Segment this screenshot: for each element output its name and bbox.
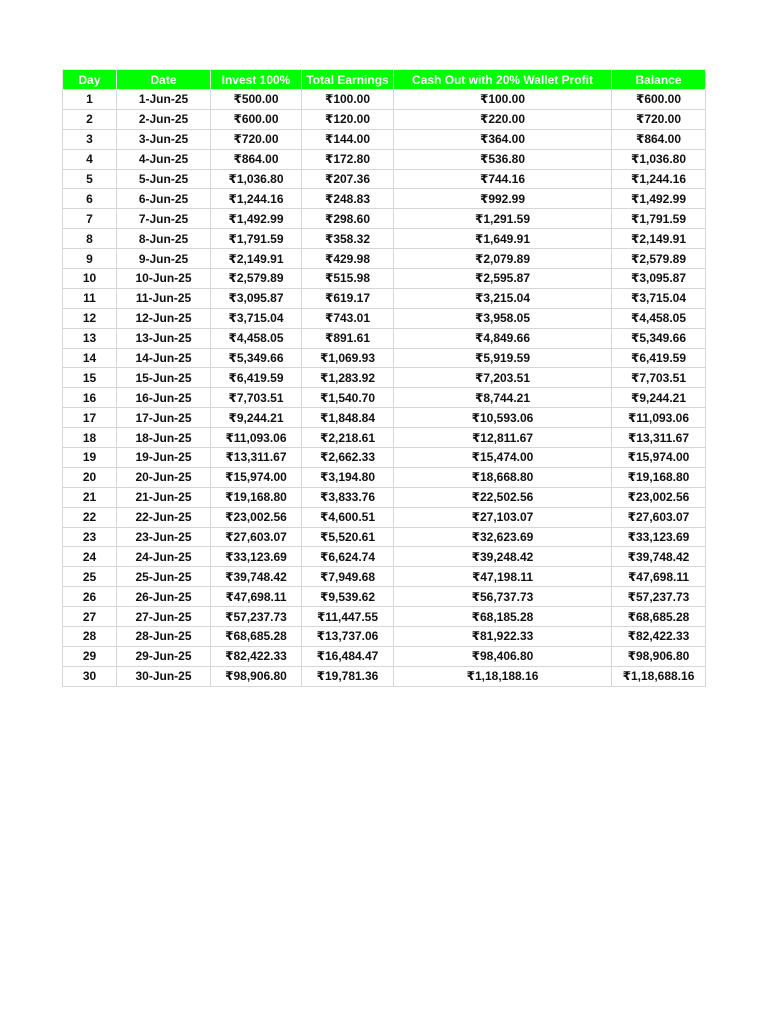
- cash-out-cell: ₹364.00: [394, 129, 612, 149]
- date-cell: 9-Jun-25: [117, 249, 211, 269]
- day-cell: 23: [63, 527, 117, 547]
- table-row: [63, 428, 706, 448]
- cash-out-cell: ₹68,185.28: [394, 607, 612, 627]
- table-row: [63, 90, 706, 110]
- balance-cell: ₹13,311.67: [612, 428, 706, 448]
- table-row: [63, 487, 706, 507]
- column-header-day: Day: [63, 70, 117, 90]
- date-cell: 18-Jun-25: [117, 428, 211, 448]
- day-cell: 24: [63, 547, 117, 567]
- invest-cell: ₹47,698.11: [211, 587, 302, 607]
- date-cell: 21-Jun-25: [117, 487, 211, 507]
- day-cell: 2: [63, 109, 117, 129]
- balance-cell: ₹1,791.59: [612, 209, 706, 229]
- balance-cell: ₹1,18,688.16: [612, 666, 706, 686]
- table-row: [63, 607, 706, 627]
- balance-cell: ₹82,422.33: [612, 627, 706, 647]
- day-cell: 3: [63, 129, 117, 149]
- date-cell: 1-Jun-25: [117, 90, 211, 110]
- table-row: [63, 189, 706, 209]
- balance-cell: ₹720.00: [612, 109, 706, 129]
- invest-cell: ₹57,237.73: [211, 607, 302, 627]
- cash-out-cell: ₹27,103.07: [394, 507, 612, 527]
- earnings-cell: ₹19,781.36: [302, 666, 394, 686]
- invest-cell: ₹19,168.80: [211, 487, 302, 507]
- table-row: [63, 368, 706, 388]
- invest-cell: ₹720.00: [211, 129, 302, 149]
- date-cell: 11-Jun-25: [117, 288, 211, 308]
- day-cell: 20: [63, 467, 117, 487]
- invest-cell: ₹11,093.06: [211, 428, 302, 448]
- date-cell: 7-Jun-25: [117, 209, 211, 229]
- column-header-balance: Balance: [612, 70, 706, 90]
- day-cell: 25: [63, 567, 117, 587]
- cash-out-cell: ₹47,198.11: [394, 567, 612, 587]
- date-cell: 28-Jun-25: [117, 627, 211, 647]
- earnings-cell: ₹3,833.76: [302, 487, 394, 507]
- date-cell: 17-Jun-25: [117, 408, 211, 428]
- invest-cell: ₹33,123.69: [211, 547, 302, 567]
- balance-cell: ₹864.00: [612, 129, 706, 149]
- date-cell: 16-Jun-25: [117, 388, 211, 408]
- day-cell: 30: [63, 666, 117, 686]
- cash-out-cell: ₹1,18,188.16: [394, 666, 612, 686]
- invest-cell: ₹3,095.87: [211, 288, 302, 308]
- table-row: [63, 527, 706, 547]
- day-cell: 29: [63, 646, 117, 666]
- invest-cell: ₹7,703.51: [211, 388, 302, 408]
- header-row: [63, 70, 706, 90]
- day-cell: 19: [63, 448, 117, 468]
- balance-cell: ₹57,237.73: [612, 587, 706, 607]
- table-row: [63, 448, 706, 468]
- invest-cell: ₹68,685.28: [211, 627, 302, 647]
- cash-out-cell: ₹1,649.91: [394, 229, 612, 249]
- day-cell: 8: [63, 229, 117, 249]
- earnings-cell: ₹743.01: [302, 308, 394, 328]
- table-row: [63, 288, 706, 308]
- table-row: [63, 129, 706, 149]
- date-cell: 2-Jun-25: [117, 109, 211, 129]
- table-row: [63, 109, 706, 129]
- balance-cell: ₹11,093.06: [612, 408, 706, 428]
- date-cell: 5-Jun-25: [117, 169, 211, 189]
- earnings-cell: ₹100.00: [302, 90, 394, 110]
- balance-cell: ₹9,244.21: [612, 388, 706, 408]
- invest-cell: ₹9,244.21: [211, 408, 302, 428]
- balance-cell: ₹19,168.80: [612, 467, 706, 487]
- table-row: [63, 567, 706, 587]
- day-cell: 4: [63, 149, 117, 169]
- column-header-date: Date: [117, 70, 211, 90]
- cash-out-cell: ₹2,595.87: [394, 269, 612, 289]
- table-row: [63, 587, 706, 607]
- date-cell: 8-Jun-25: [117, 229, 211, 249]
- table-row: [63, 209, 706, 229]
- cash-out-cell: ₹3,958.05: [394, 308, 612, 328]
- day-cell: 27: [63, 607, 117, 627]
- date-cell: 15-Jun-25: [117, 368, 211, 388]
- table-row: [63, 467, 706, 487]
- balance-cell: ₹1,492.99: [612, 189, 706, 209]
- date-cell: 30-Jun-25: [117, 666, 211, 686]
- date-cell: 14-Jun-25: [117, 348, 211, 368]
- balance-cell: ₹15,974.00: [612, 448, 706, 468]
- balance-cell: ₹1,036.80: [612, 149, 706, 169]
- cash-out-cell: ₹3,215.04: [394, 288, 612, 308]
- invest-cell: ₹27,603.07: [211, 527, 302, 547]
- day-cell: 11: [63, 288, 117, 308]
- cash-out-cell: ₹81,922.33: [394, 627, 612, 647]
- table-row: [63, 666, 706, 686]
- earnings-cell: ₹429.98: [302, 249, 394, 269]
- cash-out-cell: ₹18,668.80: [394, 467, 612, 487]
- date-cell: 24-Jun-25: [117, 547, 211, 567]
- earnings-cell: ₹144.00: [302, 129, 394, 149]
- day-cell: 13: [63, 328, 117, 348]
- earnings-cell: ₹1,540.70: [302, 388, 394, 408]
- table-row: [63, 149, 706, 169]
- balance-cell: ₹27,603.07: [612, 507, 706, 527]
- balance-cell: ₹68,685.28: [612, 607, 706, 627]
- table-row: [63, 388, 706, 408]
- earnings-cell: ₹16,484.47: [302, 646, 394, 666]
- day-cell: 10: [63, 269, 117, 289]
- cash-out-cell: ₹39,248.42: [394, 547, 612, 567]
- table-body: [63, 90, 706, 687]
- invest-cell: ₹82,422.33: [211, 646, 302, 666]
- table-row: [63, 269, 706, 289]
- invest-cell: ₹13,311.67: [211, 448, 302, 468]
- cash-out-cell: ₹10,593.06: [394, 408, 612, 428]
- earnings-cell: ₹11,447.55: [302, 607, 394, 627]
- table-row: [63, 328, 706, 348]
- earnings-cell: ₹2,218.61: [302, 428, 394, 448]
- invest-cell: ₹2,149.91: [211, 249, 302, 269]
- balance-cell: ₹1,244.16: [612, 169, 706, 189]
- day-cell: 26: [63, 587, 117, 607]
- table-row: [63, 646, 706, 666]
- invest-cell: ₹1,492.99: [211, 209, 302, 229]
- cash-out-cell: ₹15,474.00: [394, 448, 612, 468]
- cash-out-cell: ₹32,623.69: [394, 527, 612, 547]
- invest-cell: ₹600.00: [211, 109, 302, 129]
- date-cell: 4-Jun-25: [117, 149, 211, 169]
- earnings-cell: ₹298.60: [302, 209, 394, 229]
- balance-cell: ₹2,149.91: [612, 229, 706, 249]
- earnings-cell: ₹6,624.74: [302, 547, 394, 567]
- date-cell: 12-Jun-25: [117, 308, 211, 328]
- cash-out-cell: ₹8,744.21: [394, 388, 612, 408]
- invest-cell: ₹1,791.59: [211, 229, 302, 249]
- column-header-cash-out: Cash Out with 20% Wallet Profit: [394, 70, 612, 90]
- investment-table: [62, 69, 706, 687]
- cash-out-cell: ₹98,406.80: [394, 646, 612, 666]
- cash-out-cell: ₹992.99: [394, 189, 612, 209]
- date-cell: 10-Jun-25: [117, 269, 211, 289]
- cash-out-cell: ₹4,849.66: [394, 328, 612, 348]
- date-cell: 27-Jun-25: [117, 607, 211, 627]
- date-cell: 26-Jun-25: [117, 587, 211, 607]
- day-cell: 1: [63, 90, 117, 110]
- cash-out-cell: ₹1,291.59: [394, 209, 612, 229]
- cash-out-cell: ₹22,502.56: [394, 487, 612, 507]
- earnings-cell: ₹3,194.80: [302, 467, 394, 487]
- day-cell: 17: [63, 408, 117, 428]
- table-row: [63, 408, 706, 428]
- balance-cell: ₹4,458.05: [612, 308, 706, 328]
- balance-cell: ₹98,906.80: [612, 646, 706, 666]
- day-cell: 21: [63, 487, 117, 507]
- earnings-cell: ₹207.36: [302, 169, 394, 189]
- cash-out-cell: ₹7,203.51: [394, 368, 612, 388]
- cash-out-cell: ₹100.00: [394, 90, 612, 110]
- balance-cell: ₹3,095.87: [612, 269, 706, 289]
- invest-cell: ₹4,458.05: [211, 328, 302, 348]
- day-cell: 7: [63, 209, 117, 229]
- balance-cell: ₹47,698.11: [612, 567, 706, 587]
- table-row: [63, 547, 706, 567]
- earnings-cell: ₹1,848.84: [302, 408, 394, 428]
- table-row: [63, 348, 706, 368]
- column-header-total-earnings: Total Earnings: [302, 70, 394, 90]
- invest-cell: ₹6,419.59: [211, 368, 302, 388]
- earnings-cell: ₹5,520.61: [302, 527, 394, 547]
- day-cell: 22: [63, 507, 117, 527]
- earnings-cell: ₹4,600.51: [302, 507, 394, 527]
- date-cell: 3-Jun-25: [117, 129, 211, 149]
- invest-cell: ₹3,715.04: [211, 308, 302, 328]
- column-header-invest: Invest 100%: [211, 70, 302, 90]
- earnings-cell: ₹172.80: [302, 149, 394, 169]
- invest-cell: ₹23,002.56: [211, 507, 302, 527]
- earnings-cell: ₹248.83: [302, 189, 394, 209]
- day-cell: 18: [63, 428, 117, 448]
- balance-cell: ₹6,419.59: [612, 348, 706, 368]
- earnings-cell: ₹1,283.92: [302, 368, 394, 388]
- balance-cell: ₹39,748.42: [612, 547, 706, 567]
- earnings-cell: ₹891.61: [302, 328, 394, 348]
- balance-cell: ₹23,002.56: [612, 487, 706, 507]
- earnings-cell: ₹9,539.62: [302, 587, 394, 607]
- date-cell: 25-Jun-25: [117, 567, 211, 587]
- date-cell: 29-Jun-25: [117, 646, 211, 666]
- balance-cell: ₹5,349.66: [612, 328, 706, 348]
- earnings-cell: ₹7,949.68: [302, 567, 394, 587]
- cash-out-cell: ₹744.16: [394, 169, 612, 189]
- day-cell: 28: [63, 627, 117, 647]
- earnings-cell: ₹1,069.93: [302, 348, 394, 368]
- invest-cell: ₹98,906.80: [211, 666, 302, 686]
- invest-cell: ₹1,244.16: [211, 189, 302, 209]
- day-cell: 9: [63, 249, 117, 269]
- invest-cell: ₹15,974.00: [211, 467, 302, 487]
- balance-cell: ₹600.00: [612, 90, 706, 110]
- balance-cell: ₹33,123.69: [612, 527, 706, 547]
- earnings-cell: ₹120.00: [302, 109, 394, 129]
- invest-cell: ₹864.00: [211, 149, 302, 169]
- table-row: [63, 308, 706, 328]
- day-cell: 16: [63, 388, 117, 408]
- invest-cell: ₹39,748.42: [211, 567, 302, 587]
- date-cell: 13-Jun-25: [117, 328, 211, 348]
- balance-cell: ₹3,715.04: [612, 288, 706, 308]
- invest-cell: ₹5,349.66: [211, 348, 302, 368]
- cash-out-cell: ₹5,919.59: [394, 348, 612, 368]
- day-cell: 12: [63, 308, 117, 328]
- earnings-cell: ₹2,662.33: [302, 448, 394, 468]
- day-cell: 5: [63, 169, 117, 189]
- earnings-cell: ₹13,737.06: [302, 627, 394, 647]
- table-row: [63, 169, 706, 189]
- cash-out-cell: ₹12,811.67: [394, 428, 612, 448]
- date-cell: 20-Jun-25: [117, 467, 211, 487]
- balance-cell: ₹7,703.51: [612, 368, 706, 388]
- day-cell: 14: [63, 348, 117, 368]
- invest-cell: ₹2,579.89: [211, 269, 302, 289]
- invest-cell: ₹1,036.80: [211, 169, 302, 189]
- date-cell: 22-Jun-25: [117, 507, 211, 527]
- table-row: [63, 229, 706, 249]
- cash-out-cell: ₹536.80: [394, 149, 612, 169]
- cash-out-cell: ₹56,737.73: [394, 587, 612, 607]
- balance-cell: ₹2,579.89: [612, 249, 706, 269]
- earnings-cell: ₹515.98: [302, 269, 394, 289]
- date-cell: 19-Jun-25: [117, 448, 211, 468]
- cash-out-cell: ₹2,079.89: [394, 249, 612, 269]
- earnings-cell: ₹619.17: [302, 288, 394, 308]
- table-row: [63, 507, 706, 527]
- earnings-cell: ₹358.32: [302, 229, 394, 249]
- day-cell: 15: [63, 368, 117, 388]
- table-row: [63, 249, 706, 269]
- invest-cell: ₹500.00: [211, 90, 302, 110]
- cash-out-cell: ₹220.00: [394, 109, 612, 129]
- day-cell: 6: [63, 189, 117, 209]
- date-cell: 6-Jun-25: [117, 189, 211, 209]
- table-row: [63, 627, 706, 647]
- date-cell: 23-Jun-25: [117, 527, 211, 547]
